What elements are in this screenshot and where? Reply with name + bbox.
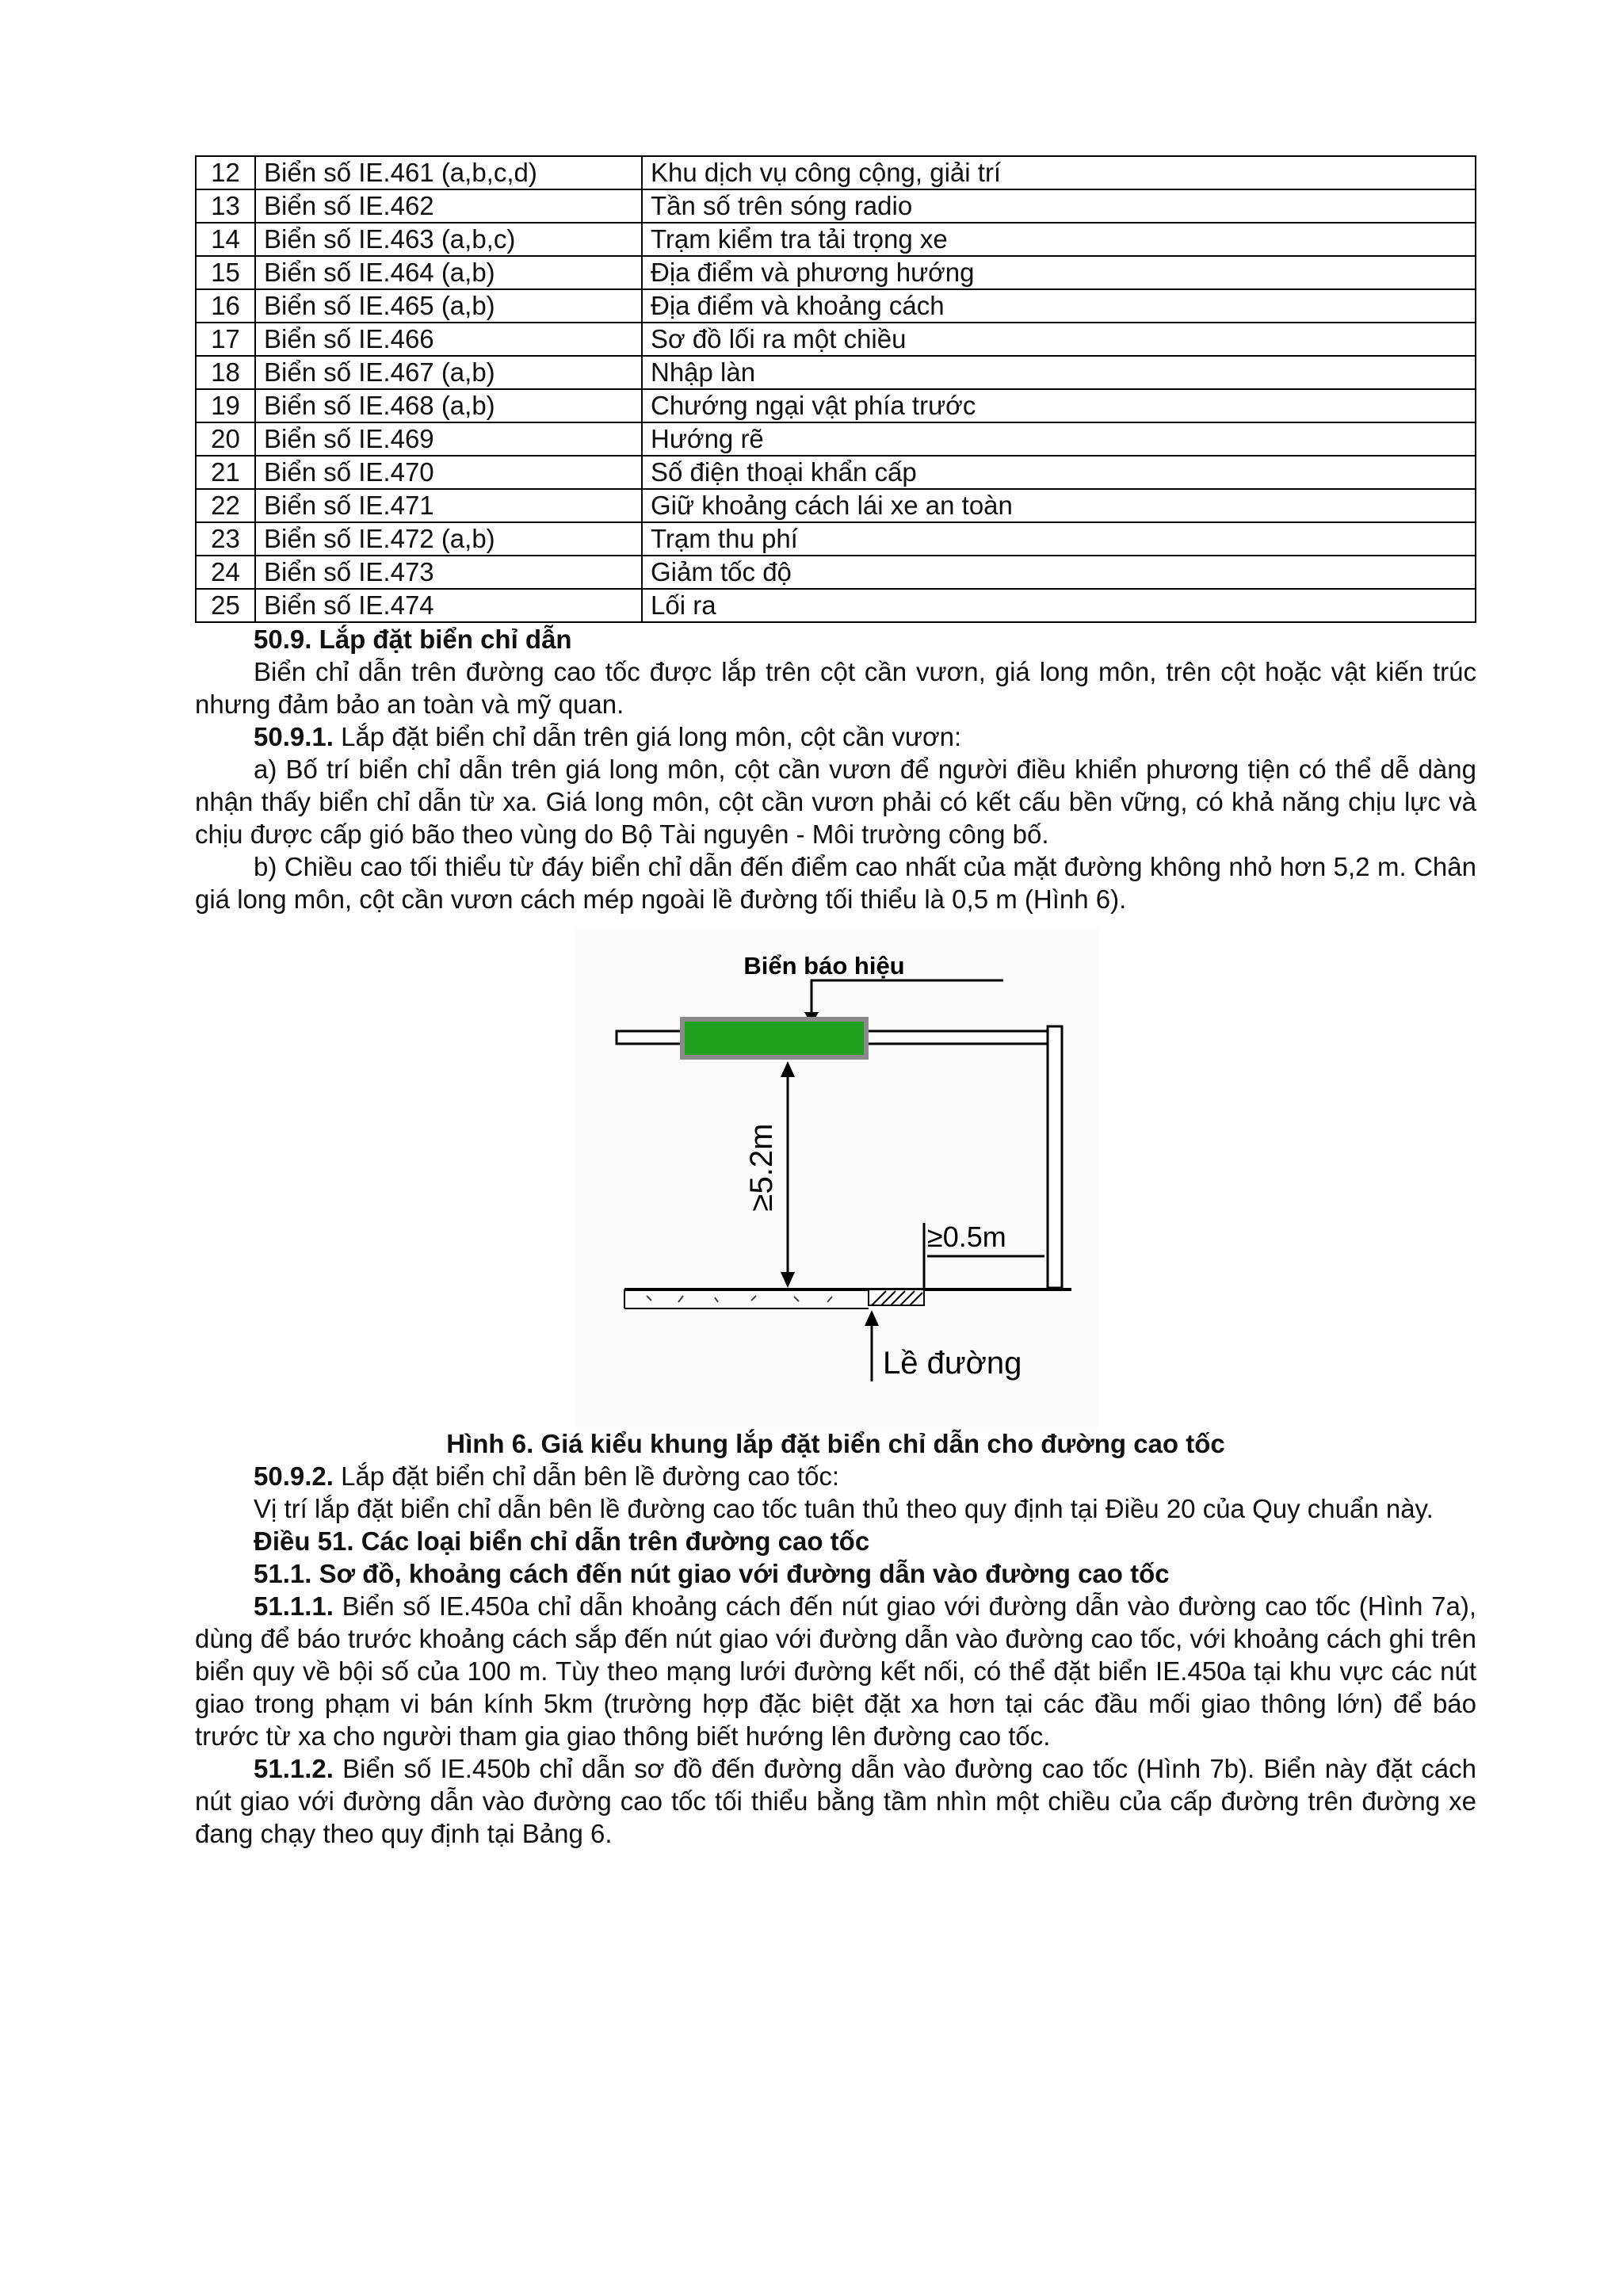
- sign-description: Trạm kiểm tra tải trọng xe: [642, 223, 1476, 256]
- row-number: 12: [196, 156, 255, 189]
- row-number: 14: [196, 223, 255, 256]
- sign-description: Giảm tốc độ: [642, 556, 1476, 589]
- table-row: [196, 189, 1476, 223]
- sign-code: Biển số IE.462: [255, 189, 642, 223]
- sign-description: Chướng ngại vật phía trước: [642, 389, 1476, 422]
- table-row: [196, 422, 1476, 456]
- gantry-diagram: [575, 930, 1098, 1427]
- sign-code: Biển số IE.472 (a,b): [255, 522, 642, 556]
- sign-description: Khu dịch vụ công cộng, giải trí: [642, 156, 1476, 189]
- clause-text: Biển số IE.450a chỉ dẫn khoảng cách đến nút giao với đường dẫn vào đường cao tốc (Hình 7a), dùng để báo trước khoảng cách sắp đến nút giao với đường dẫn vào đường cao tốc, với khoảng cách ghi trên biển quy về bội số của 100 m. Tùy theo mạng lưới đường kết nối, có thể đặt biển IE.450a tại khu vực các nút giao trong phạm vi bán kính 5km (trường hợp đặc biệt đặt xa hơn tại các đầu mối giao thông lớn) để báo trước từ xa cho người tham gia giao thông biết hướng lên đường cao tốc.: [195, 1591, 1476, 1751]
- paragraph-50-9-1: [195, 720, 1476, 753]
- sign-description: Địa điểm và phương hướng: [642, 256, 1476, 289]
- sign-description: Số điện thoại khẩn cấp: [642, 456, 1476, 489]
- article-51-heading: Điều 51. Các loại biển chỉ dẫn trên đường cao tốc: [254, 1526, 870, 1556]
- document-content: [195, 155, 1476, 1850]
- table-row: [196, 289, 1476, 323]
- sign-code: Biển số IE.464 (a,b): [255, 256, 642, 289]
- sign-description: Giữ khoảng cách lái xe an toàn: [642, 489, 1476, 522]
- table-row: [196, 456, 1476, 489]
- sign-table-body: [196, 156, 1476, 622]
- sign-code: Biển số IE.461 (a,b,c,d): [255, 156, 642, 189]
- sign-board: [685, 1022, 864, 1055]
- row-number: 19: [196, 389, 255, 422]
- sign-code: Biển số IE.469: [255, 422, 642, 456]
- table-row: [196, 356, 1476, 389]
- paragraph-50-9-2: [195, 1460, 1476, 1492]
- paragraph-51-1-2: [195, 1752, 1476, 1850]
- table-row: [196, 256, 1476, 289]
- sign-table: [195, 155, 1476, 623]
- section-heading-50-9: 50.9. Lắp đặt biển chỉ dẫn: [254, 625, 572, 654]
- row-number: 24: [196, 556, 255, 589]
- table-row: [196, 389, 1476, 422]
- paragraph-50-9-intro: Biển chỉ dẫn trên đường cao tốc được lắp trên cột cần vươn, giá long môn, trên cột hoặc vật kiến trúc nhưng đảm bảo an toàn và mỹ quan.: [195, 657, 1476, 719]
- table-row: [196, 156, 1476, 189]
- offset-label: ≥0.5m: [927, 1221, 1006, 1253]
- shoulder-block: [869, 1289, 924, 1305]
- row-number: 16: [196, 289, 255, 323]
- table-row: [196, 589, 1476, 622]
- sign-code: Biển số IE.473: [255, 556, 642, 589]
- row-number: 18: [196, 356, 255, 389]
- row-number: 25: [196, 589, 255, 622]
- sign-description: Hướng rẽ: [642, 422, 1476, 456]
- row-number: 17: [196, 323, 255, 356]
- gantry-post: [1048, 1026, 1062, 1288]
- sign-description: Trạm thu phí: [642, 522, 1476, 556]
- table-row: [196, 556, 1476, 589]
- row-number: 22: [196, 489, 255, 522]
- sign-description: Địa điểm và khoảng cách: [642, 289, 1476, 323]
- height-label: ≥5.2m: [744, 1123, 779, 1212]
- clause-number: 50.9.1.: [254, 722, 334, 751]
- paragraph-50-9-2-body: Vị trí lắp đặt biển chỉ dẫn bên lề đường cao tốc tuân thủ theo quy định tại Điều 20 của Quy chuẩn này.: [254, 1494, 1434, 1523]
- sign-code: Biển số IE.467 (a,b): [255, 356, 642, 389]
- paragraph-51-1-1: [195, 1590, 1476, 1752]
- clause-text: Biển số IE.450b chỉ dẫn sơ đồ đến đường dẫn vào đường cao tốc (Hình 7b). Biển này đặt cách nút giao với đường dẫn vào đường cao tốc tối thiểu bằng tầm nhìn một chiều của cấp đường trên đường xe đang chạy theo quy định tại Bảng 6.: [195, 1754, 1476, 1848]
- figure-6-caption: Hình 6. Giá kiểu khung lắp đặt biển chỉ dẫn cho đường cao tốc: [446, 1429, 1225, 1458]
- table-row: [196, 489, 1476, 522]
- table-row: [196, 323, 1476, 356]
- paragraph-50-9-1-b: b) Chiều cao tối thiểu từ đáy biển chỉ dẫn đến điểm cao nhất của mặt đường không nhỏ hơn 5,2 m. Chân giá long môn, cột cần vươn cách mép ngoài lề đường tối thiểu là 0,5 m (Hình 6).: [195, 852, 1476, 914]
- clause-text: Lắp đặt biển chỉ dẫn trên giá long môn, cột cần vươn:: [333, 722, 962, 751]
- clause-number: 51.1.2.: [254, 1754, 334, 1783]
- sign-code: Biển số IE.471: [255, 489, 642, 522]
- row-number: 13: [196, 189, 255, 223]
- sign-code: Biển số IE.463 (a,b,c): [255, 223, 642, 256]
- section-51-1-heading: 51.1. Sơ đồ, khoảng cách đến nút giao với đường dẫn vào đường cao tốc: [254, 1559, 1170, 1588]
- sign-code: Biển số IE.468 (a,b): [255, 389, 642, 422]
- table-row: [196, 522, 1476, 556]
- row-number: 20: [196, 422, 255, 456]
- sign-code: Biển số IE.466: [255, 323, 642, 356]
- sign-label: Biển báo hiệu: [743, 952, 905, 980]
- shoulder-label: Lề đường: [883, 1346, 1022, 1381]
- clause-number: 50.9.2.: [254, 1461, 334, 1491]
- figure-6: [195, 930, 1476, 1427]
- row-number: 15: [196, 256, 255, 289]
- table-row: [196, 223, 1476, 256]
- sign-description: Sơ đồ lối ra một chiều: [642, 323, 1476, 356]
- sign-description: Tần số trên sóng radio: [642, 189, 1476, 223]
- row-number: 23: [196, 522, 255, 556]
- row-number: 21: [196, 456, 255, 489]
- clause-number: 51.1.1.: [254, 1591, 334, 1621]
- sign-code: Biển số IE.474: [255, 589, 642, 622]
- sign-code: Biển số IE.465 (a,b): [255, 289, 642, 323]
- clause-text: Lắp đặt biển chỉ dẫn bên lề đường cao tốc:: [333, 1461, 840, 1491]
- sign-description: Nhập làn: [642, 356, 1476, 389]
- sign-code: Biển số IE.470: [255, 456, 642, 489]
- paragraph-50-9-1-a: a) Bố trí biển chỉ dẫn trên giá long môn, cột cần vươn để người điều khiển phương tiện có thể dễ dàng nhận thấy biển chỉ dẫn từ xa. Giá long môn, cột cần vươn phải có kết cấu bền vững, có khả năng chịu lực và chịu được cấp gió bão theo vùng do Bộ Tài nguyên - Môi trường công bố.: [195, 755, 1476, 849]
- sign-description: Lối ra: [642, 589, 1476, 622]
